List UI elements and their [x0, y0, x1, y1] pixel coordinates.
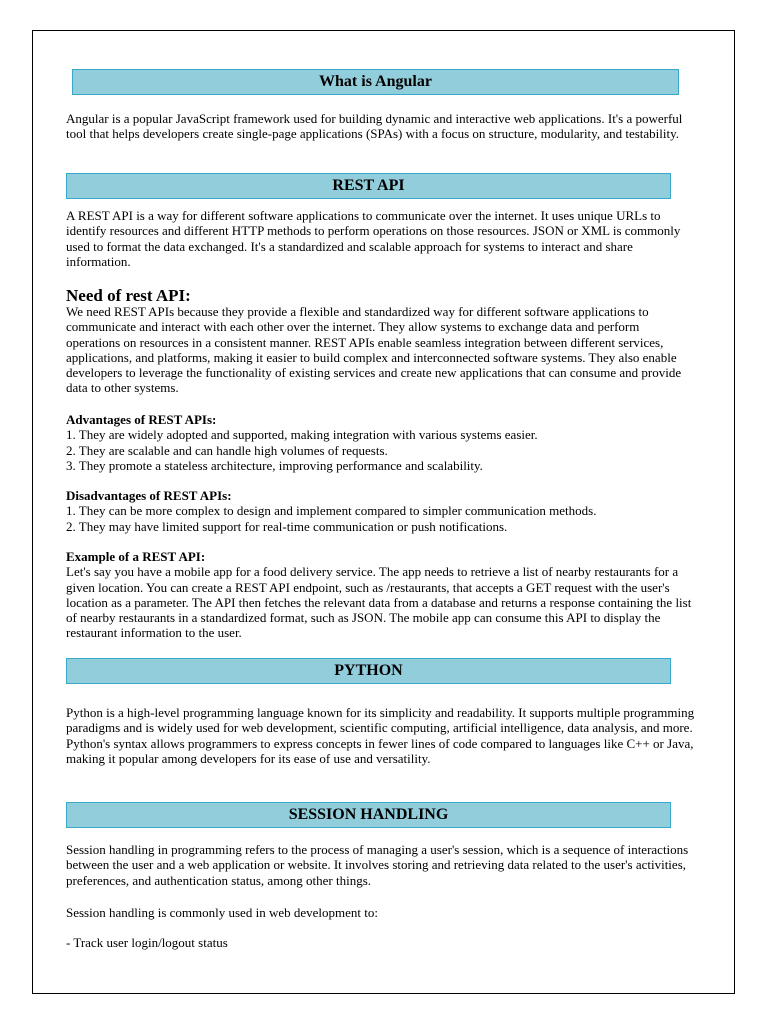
- advantages-heading: Advantages of REST APIs:: [66, 412, 217, 427]
- angular-title-banner: [72, 69, 679, 95]
- document-page: [32, 30, 735, 994]
- angular-paragraph: Angular is a popular JavaScript framework used for building dynamic and interactive web applications. It's a powerful tool that helps developers create single-page applications (SPAs) with a focus on structure, modularity, and testability.: [66, 111, 683, 142]
- advantage-item: 1. They are widely adopted and supported, making integration with various systems easier.: [66, 427, 538, 443]
- rest-api-paragraph: A REST API is a way for different software applications to communicate over the internet. It uses unique URLs to identify resources and different HTTP methods to perform operations on those resources. JSON or XML is commonly used to format the data exchanged. It's a standardized and scalable approach for systems to interact and share information.: [66, 208, 681, 269]
- session-title-banner: [66, 802, 671, 828]
- session-intro: Session handling is commonly used in web development to:: [66, 905, 378, 920]
- angular-title: What is Angular: [319, 73, 432, 90]
- advantages-block: [66, 412, 696, 473]
- rest-api-title: REST API: [332, 177, 405, 194]
- need-paragraph: We need REST APIs because they provide a flexible and standardized way for different software applications to communicate and interact with each other over the internet. They allow systems to exchange data and perform operations on resources in a consistent manner. REST APIs enable seamless integration between different services, applications, and platforms, making it easier to build complex and interconnected software systems. They also enable developers to leverage the functionality of existing services and create new applications that can consume and provide data to other systems.: [66, 304, 682, 396]
- session-title: SESSION HANDLING: [288, 806, 449, 823]
- advantage-item: 3. They promote a stateless architecture, improving performance and scalability.: [66, 457, 483, 473]
- session-bullet: - Track user login/logout status: [66, 935, 228, 950]
- python-title-banner: [66, 658, 671, 684]
- disadvantage-item: 1. They can be more complex to design and implement compared to simpler communication methods.: [66, 503, 597, 519]
- need-heading: Need of rest API:: [66, 286, 191, 305]
- session-paragraph: Session handling in programming refers to the process of managing a user's session, which is a sequence of interactions between the user and a web application or website. It involves storing and retrieving data related to the user's activities, preferences, and authentication status, among other things.: [66, 842, 689, 888]
- example-heading: Example of a REST API:: [66, 549, 206, 564]
- example-paragraph: Let's say you have a mobile app for a food delivery service. The app needs to retrieve a list of nearby restaurants for a given location. You can create a REST API endpoint, such as /restaurants, that accepts a GET request with the user's location as a parameter. The API then fetches the relevant data from a database and returns a response containing the list of nearby restaurants in a standardized format, such as JSON. The mobile app can consume this API to display the restaurant information to the user.: [66, 564, 692, 641]
- python-title: PYTHON: [334, 662, 403, 679]
- example-block: [66, 549, 696, 641]
- disadvantages-heading: Disadvantages of REST APIs:: [66, 488, 232, 503]
- advantage-item: 2. They are scalable and can handle high volumes of requests.: [66, 442, 388, 458]
- rest-api-title-banner: [66, 173, 671, 199]
- python-paragraph: Python is a high-level programming language known for its simplicity and readability. It supports multiple programming paradigms and is widely used for web development, scientific computing, artificial intelligence, data analysis, and more. Python's syntax allows programmers to express concepts in fewer lines of code compared to languages like C++ or Java, making it popular among developers for its ease of use and versatility.: [66, 705, 695, 766]
- disadvantage-item: 2. They may have limited support for real-time communication or push notifications.: [66, 518, 508, 534]
- disadvantages-block: [66, 488, 696, 534]
